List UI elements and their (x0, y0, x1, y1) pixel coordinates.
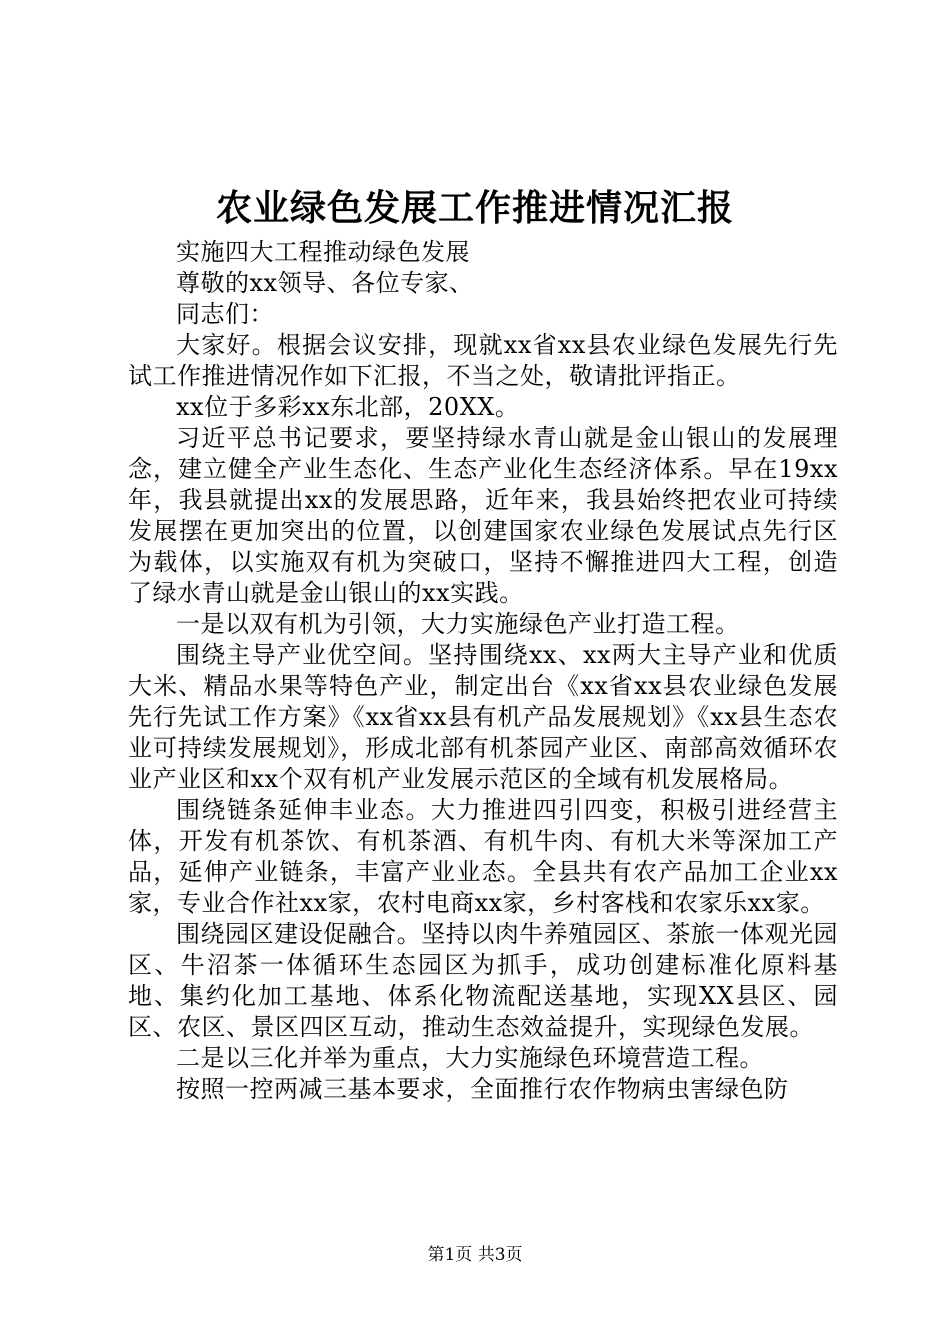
paragraph: 围绕园区建设促融合。坚持以肉牛养殖园区、茶旅一体观光园区、牛沼茶一体循环生态园区为抓手，成功创建标准化原料基地、集约化加工基地、体系化物流配送基地，实现XX县区、园区、农区、景区四区互动，推动生态效益提升，实现绿色发展。 (128, 920, 838, 1041)
paragraph-salutation-2: 同志们： (176, 300, 274, 328)
document-title: 农业绿色发展工作推进情况汇报 (215, 187, 734, 229)
paragraph-salutation: 尊敬的xx领导、各位专家、 (176, 269, 474, 297)
paragraph-heading: 二是以三化并举为重点，大力实施绿色环境营造工程。 (176, 1044, 764, 1072)
paragraph-subtitle: 实施四大工程推动绿色发展 (176, 238, 470, 266)
paragraph: 按照一控两减三基本要求，全面推行农作物病虫害绿色防 (176, 1075, 789, 1103)
document-body (128, 237, 838, 1105)
paragraph: 大家好。根据会议安排，现就xx省xx县农业绿色发展先行先试工作推进情况作如下汇报，不当之处，敬请批评指正。 (128, 331, 838, 390)
paragraph: 习近平总书记要求，要坚持绿水青山就是金山银山的发展理念，建立健全产业生态化、生态产业化生态经济体系。早在19xx年，我县就提出xx的发展思路，近年来，我县始终把农业可持续发展摆在更加突出的位置，以创建国家农业绿色发展试点先行区为载体，以实施双有机为突破口，坚持不懈推进四大工程，创造了绿水青山就是金山银山的xx实践。 (128, 424, 838, 607)
paragraph: xx位于多彩xx东北部，20XX。 (176, 393, 520, 421)
paragraph: 围绕主导产业优空间。坚持围绕xx、xx两大主导产业和优质大米、精品水果等特色产业，制定出台《xx省xx县农业绿色发展先行先试工作方案》《xx省xx县有机产品发展规划》《xx县生态农业可持续发展规划》，形成北部有机茶园产业区、南部高效循环农业产业区和xx个双有机产业发展示范区的全域有机发展格局。 (128, 641, 838, 793)
paragraph-heading: 一是以双有机为引领，大力实施绿色产业打造工程。 (176, 610, 740, 638)
page-number-footer: 第1页 共3页 (427, 1245, 523, 1265)
paragraph: 围绕链条延伸丰业态。大力推进四引四变，积极引进经营主体，开发有机茶饮、有机茶酒、有机牛肉、有机大米等深加工产品，延伸产业链条，丰富产业业态。全县共有农产品加工企业xx家，专业合作社xx家，农村电商xx家，乡村客栈和农家乐xx家。 (128, 796, 838, 917)
